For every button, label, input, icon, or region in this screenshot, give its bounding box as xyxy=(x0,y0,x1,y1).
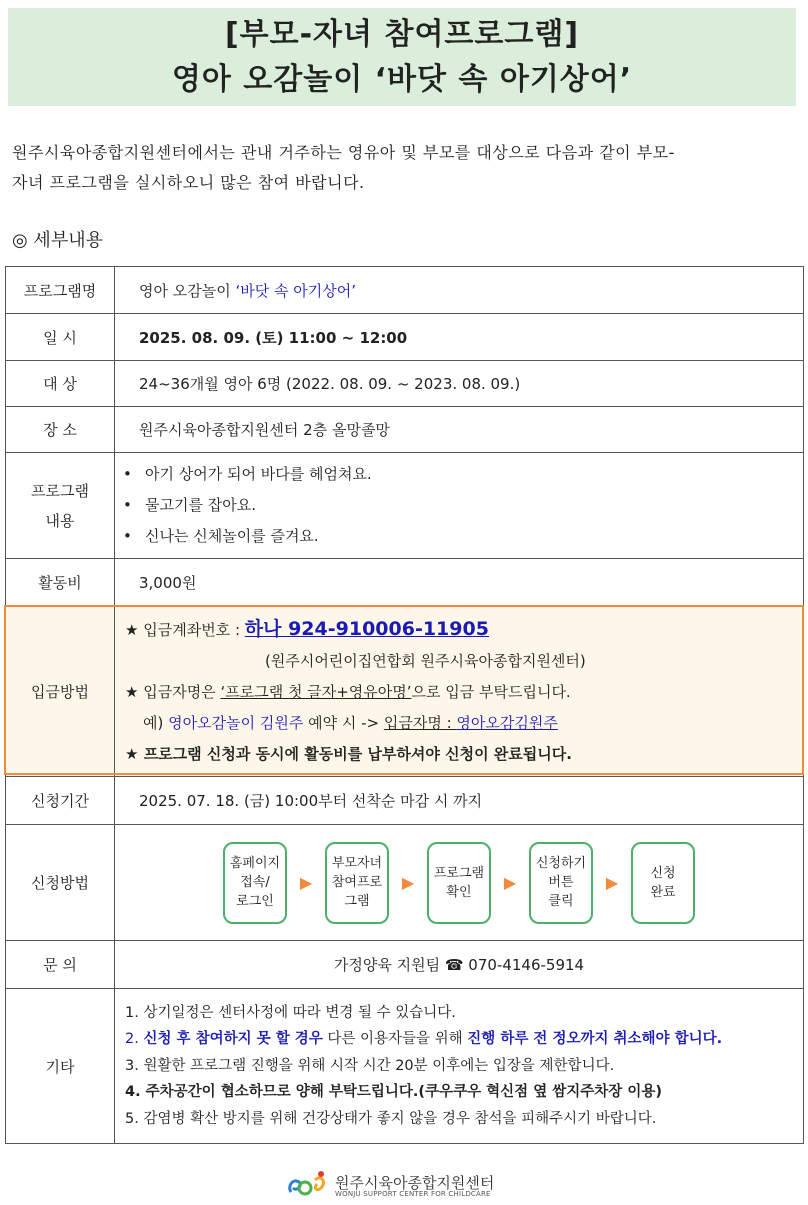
example-program: 영아오감놀이 김원주 xyxy=(168,713,304,732)
value-content xyxy=(115,453,804,559)
name-rule-post: 으로 입금 부탁드립니다. xyxy=(411,682,571,701)
star-icon: ★ xyxy=(125,682,139,701)
step-login xyxy=(223,842,287,924)
deposit-name-rule xyxy=(125,677,803,708)
list-item: 4. 주차공간이 협소하므로 양해 부탁드립니다.(쿠우쿠우 혁신점 옆 쌈지주차장 이용) xyxy=(125,1084,662,1101)
row-inquiry xyxy=(6,941,804,989)
deposit-account-line xyxy=(125,614,803,646)
value-etc xyxy=(115,989,804,1144)
value-deposit xyxy=(115,607,804,777)
label-etc: 기타 xyxy=(6,989,115,1144)
value-method xyxy=(115,825,804,941)
phone-icon: ☎ xyxy=(444,956,464,974)
n2-blue: 진행 하루 전 정오까지 취소해야 합니다. xyxy=(467,1031,723,1048)
row-etc xyxy=(6,989,804,1144)
notice-text: 프로그램 신청과 동시에 활동비를 납부하셔야 신청이 완료됩니다. xyxy=(143,744,572,763)
org-name-ko: 원주시육아종합지원센터 xyxy=(335,1174,495,1192)
label-fee: 활동비 xyxy=(6,559,115,607)
list-item xyxy=(125,1026,803,1053)
arrow-right-icon: ▶ xyxy=(401,873,415,892)
list-item: 1. 상기일정은 센터사정에 따라 변경 될 수 있습니다. xyxy=(125,1004,456,1021)
account-label: 입금계좌번호 : xyxy=(143,620,245,639)
row-place xyxy=(6,407,804,453)
label-program-name: 프로그램명 xyxy=(6,267,115,314)
list-item: • 물고기를 잡아요. xyxy=(135,490,803,521)
account-holder: (원주시어린이집연합회 원주시육아종합지원센터) xyxy=(265,651,586,670)
list-item: 5. 감염병 확산 방지를 위해 건강상태가 좋지 않을 경우 참석을 피해주시기 바랍니다. xyxy=(125,1110,657,1127)
n2-mid: 다른 이용자들을 위해 xyxy=(322,1031,468,1048)
step-complete xyxy=(631,842,695,924)
value-place: 원주시육아종합지원센터 2층 올망졸망 xyxy=(115,407,804,453)
step-program-menu xyxy=(325,842,389,924)
list-item: • 신나는 신체놀이를 즐겨요. xyxy=(135,521,803,552)
program-name-highlight: ‘바닷 속 아기상어’ xyxy=(235,281,356,300)
example-mid: 예약 시 -> xyxy=(303,713,384,732)
label-inquiry: 문 의 xyxy=(6,941,115,989)
step-text: 부모자녀 참여프로 그램 xyxy=(331,856,383,909)
step-text: 홈페이지 접속/ 로그인 xyxy=(229,856,281,909)
arrow-right-icon: ▶ xyxy=(503,873,517,892)
example-label: 입금자명 : xyxy=(383,713,457,732)
deposit-notice xyxy=(125,739,803,770)
step-check xyxy=(427,842,491,924)
list-item: • 아기 상어가 되어 바다를 헤엄쳐요. xyxy=(135,459,803,490)
intro-text xyxy=(12,138,792,198)
step-text: 신청하기 버튼 클릭 xyxy=(535,856,587,909)
value-inquiry xyxy=(115,941,804,989)
inquiry-phone: 070-4146-5914 xyxy=(463,956,585,974)
n2-num: 2. xyxy=(125,1031,144,1048)
arrow-right-icon: ▶ xyxy=(605,873,619,892)
label-content-1: 프로그램 xyxy=(31,481,89,500)
apply-flow xyxy=(115,842,803,924)
program-name-prefix: 영아 오감놀이 xyxy=(139,281,236,300)
label-place: 장 소 xyxy=(6,407,115,453)
name-rule-pre: 입금자명은 xyxy=(143,682,221,701)
step-click-apply xyxy=(529,842,593,924)
label-method: 신청방법 xyxy=(6,825,115,941)
row-method xyxy=(6,825,804,941)
label-content-2: 내용 xyxy=(45,511,75,530)
etc-list xyxy=(125,1000,803,1133)
star-icon: ★ xyxy=(125,744,139,763)
title-line-2: 영아 오감놀이 ‘바닷 속 아기상어’ xyxy=(171,62,633,97)
example-name: 영아오감김원주 xyxy=(456,713,558,732)
value-program-name xyxy=(115,267,804,314)
row-content xyxy=(6,453,804,559)
value-target: 24~36개월 영아 6명 (2022. 08. 09. ~ 2023. 08. 09.) xyxy=(115,361,804,407)
row-deposit xyxy=(6,607,804,777)
row-period xyxy=(6,777,804,825)
list-item: 3. 원활한 프로그램 진행을 위해 시작 시간 20분 이후에는 입장을 제한합니다. xyxy=(125,1057,615,1074)
intro-line-2: 자녀 프로그램을 실시하오니 많은 참여 바랍니다. xyxy=(12,173,365,192)
label-period: 신청기간 xyxy=(6,777,115,825)
step-text: 프로그램 확인 xyxy=(433,865,485,900)
intro-line-1: 원주시육아종합지원센터에서는 관내 거주하는 영유아 및 부모를 대상으로 다음과 같이 부모- xyxy=(12,143,675,162)
logo-icon xyxy=(285,1168,329,1200)
value-datetime: 2025. 08. 09. (토) 11:00 ~ 12:00 xyxy=(115,314,804,361)
row-target xyxy=(6,361,804,407)
row-fee xyxy=(6,559,804,607)
arrow-right-icon: ▶ xyxy=(299,873,313,892)
value-period: 2025. 07. 18. (금) 10:00부터 선착순 마감 시 까지 xyxy=(115,777,804,825)
content-list xyxy=(135,459,803,552)
deposit-example xyxy=(125,708,803,739)
section-title: ◎ 세부내용 xyxy=(12,230,103,251)
name-rule-format: ‘프로그램 첫 글자+영유아명’ xyxy=(220,682,412,701)
org-name-en: WONJU SUPPORT CENTER FOR CHILDCARE xyxy=(335,1190,491,1198)
label-content xyxy=(6,453,115,559)
star-icon: ★ xyxy=(125,620,139,639)
n2-bold: 신청 후 참여하지 못 할 경우 xyxy=(143,1031,323,1048)
label-deposit: 입금방법 xyxy=(6,607,115,777)
label-datetime: 일 시 xyxy=(6,314,115,361)
title-line-1: [부모-자녀 참여프로그램] xyxy=(224,17,580,52)
row-program-name xyxy=(6,267,804,314)
row-datetime xyxy=(6,314,804,361)
step-text: 신청 완료 xyxy=(650,865,676,900)
label-target: 대 상 xyxy=(6,361,115,407)
value-fee: 3,000원 xyxy=(115,559,804,607)
account-number: 하나 924-910006-11905 xyxy=(244,617,489,640)
inquiry-team: 가정양육 지원팀 xyxy=(333,956,445,974)
example-pre: 예) xyxy=(143,713,169,732)
program-info-table xyxy=(5,266,804,1144)
title-banner xyxy=(8,8,796,106)
footer-logo xyxy=(285,1168,545,1204)
